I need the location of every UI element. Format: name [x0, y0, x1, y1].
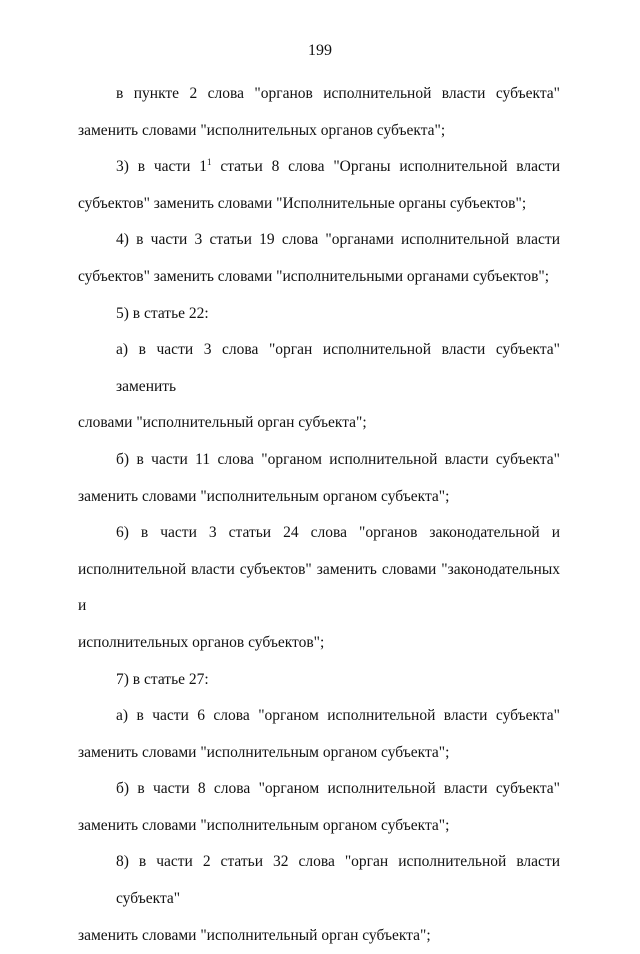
text-line: исполнительных органов субъектов"; — [78, 633, 325, 651]
text-line: б) в части 11 слова "органом исполнительной власти субъекта" — [116, 450, 560, 468]
text-line: заменить словами "исполнительным органом субъекта"; — [78, 743, 450, 761]
text-line: субъектов" заменить словами "Исполнительные органы субъектов"; — [78, 194, 527, 212]
text-line: словами "исполнительный орган субъекта"; — [78, 414, 367, 432]
text-line: б) в части 8 слова "органом исполнительной власти субъекта" — [116, 780, 560, 798]
text-line: в пункте 2 слова "органов исполнительной власти субъекта" — [116, 85, 560, 102]
text-line: заменить словами "исполнительным органом субъекта"; — [78, 487, 450, 505]
text-line: исполнительной власти субъектов" заменить словами "законодательных и — [78, 560, 560, 615]
text-segment: 3) в части 1 — [116, 158, 208, 176]
text-line: 7) в статье 27: — [116, 670, 209, 688]
text-line: субъектов" заменить словами "исполнительными органами субъектов"; — [78, 267, 550, 285]
text-segment: статьи 8 слова "Органы исполнительной власти — [211, 158, 560, 176]
text-line: 8) в части 2 статьи 32 слова "орган исполнительной власти субъекта" — [116, 853, 560, 908]
text-line — [78, 149, 560, 186]
text-line: 5) в статье 22: — [116, 304, 209, 322]
text-line: 6) в части 3 статьи 24 слова "органов законодательной и — [116, 524, 560, 542]
text-line: а) в части 6 слова "органом исполнительной власти субъекта" — [116, 707, 560, 725]
document-body — [78, 76, 560, 954]
text-line: заменить словами "исполнительный орган субъекта"; — [78, 926, 431, 944]
superscript: 1 — [207, 157, 212, 168]
text-line: а) в части 3 слова "орган исполнительной власти субъекта" заменить — [116, 341, 560, 395]
text-line: заменить словами "исполнительным органом субъекта"; — [78, 816, 450, 834]
text-line: заменить словами "исполнительных органов субъекта"; — [78, 121, 446, 139]
text-line: 4) в части 3 статьи 19 слова "органами исполнительной власти — [116, 231, 560, 249]
page-number: 199 — [308, 42, 332, 59]
